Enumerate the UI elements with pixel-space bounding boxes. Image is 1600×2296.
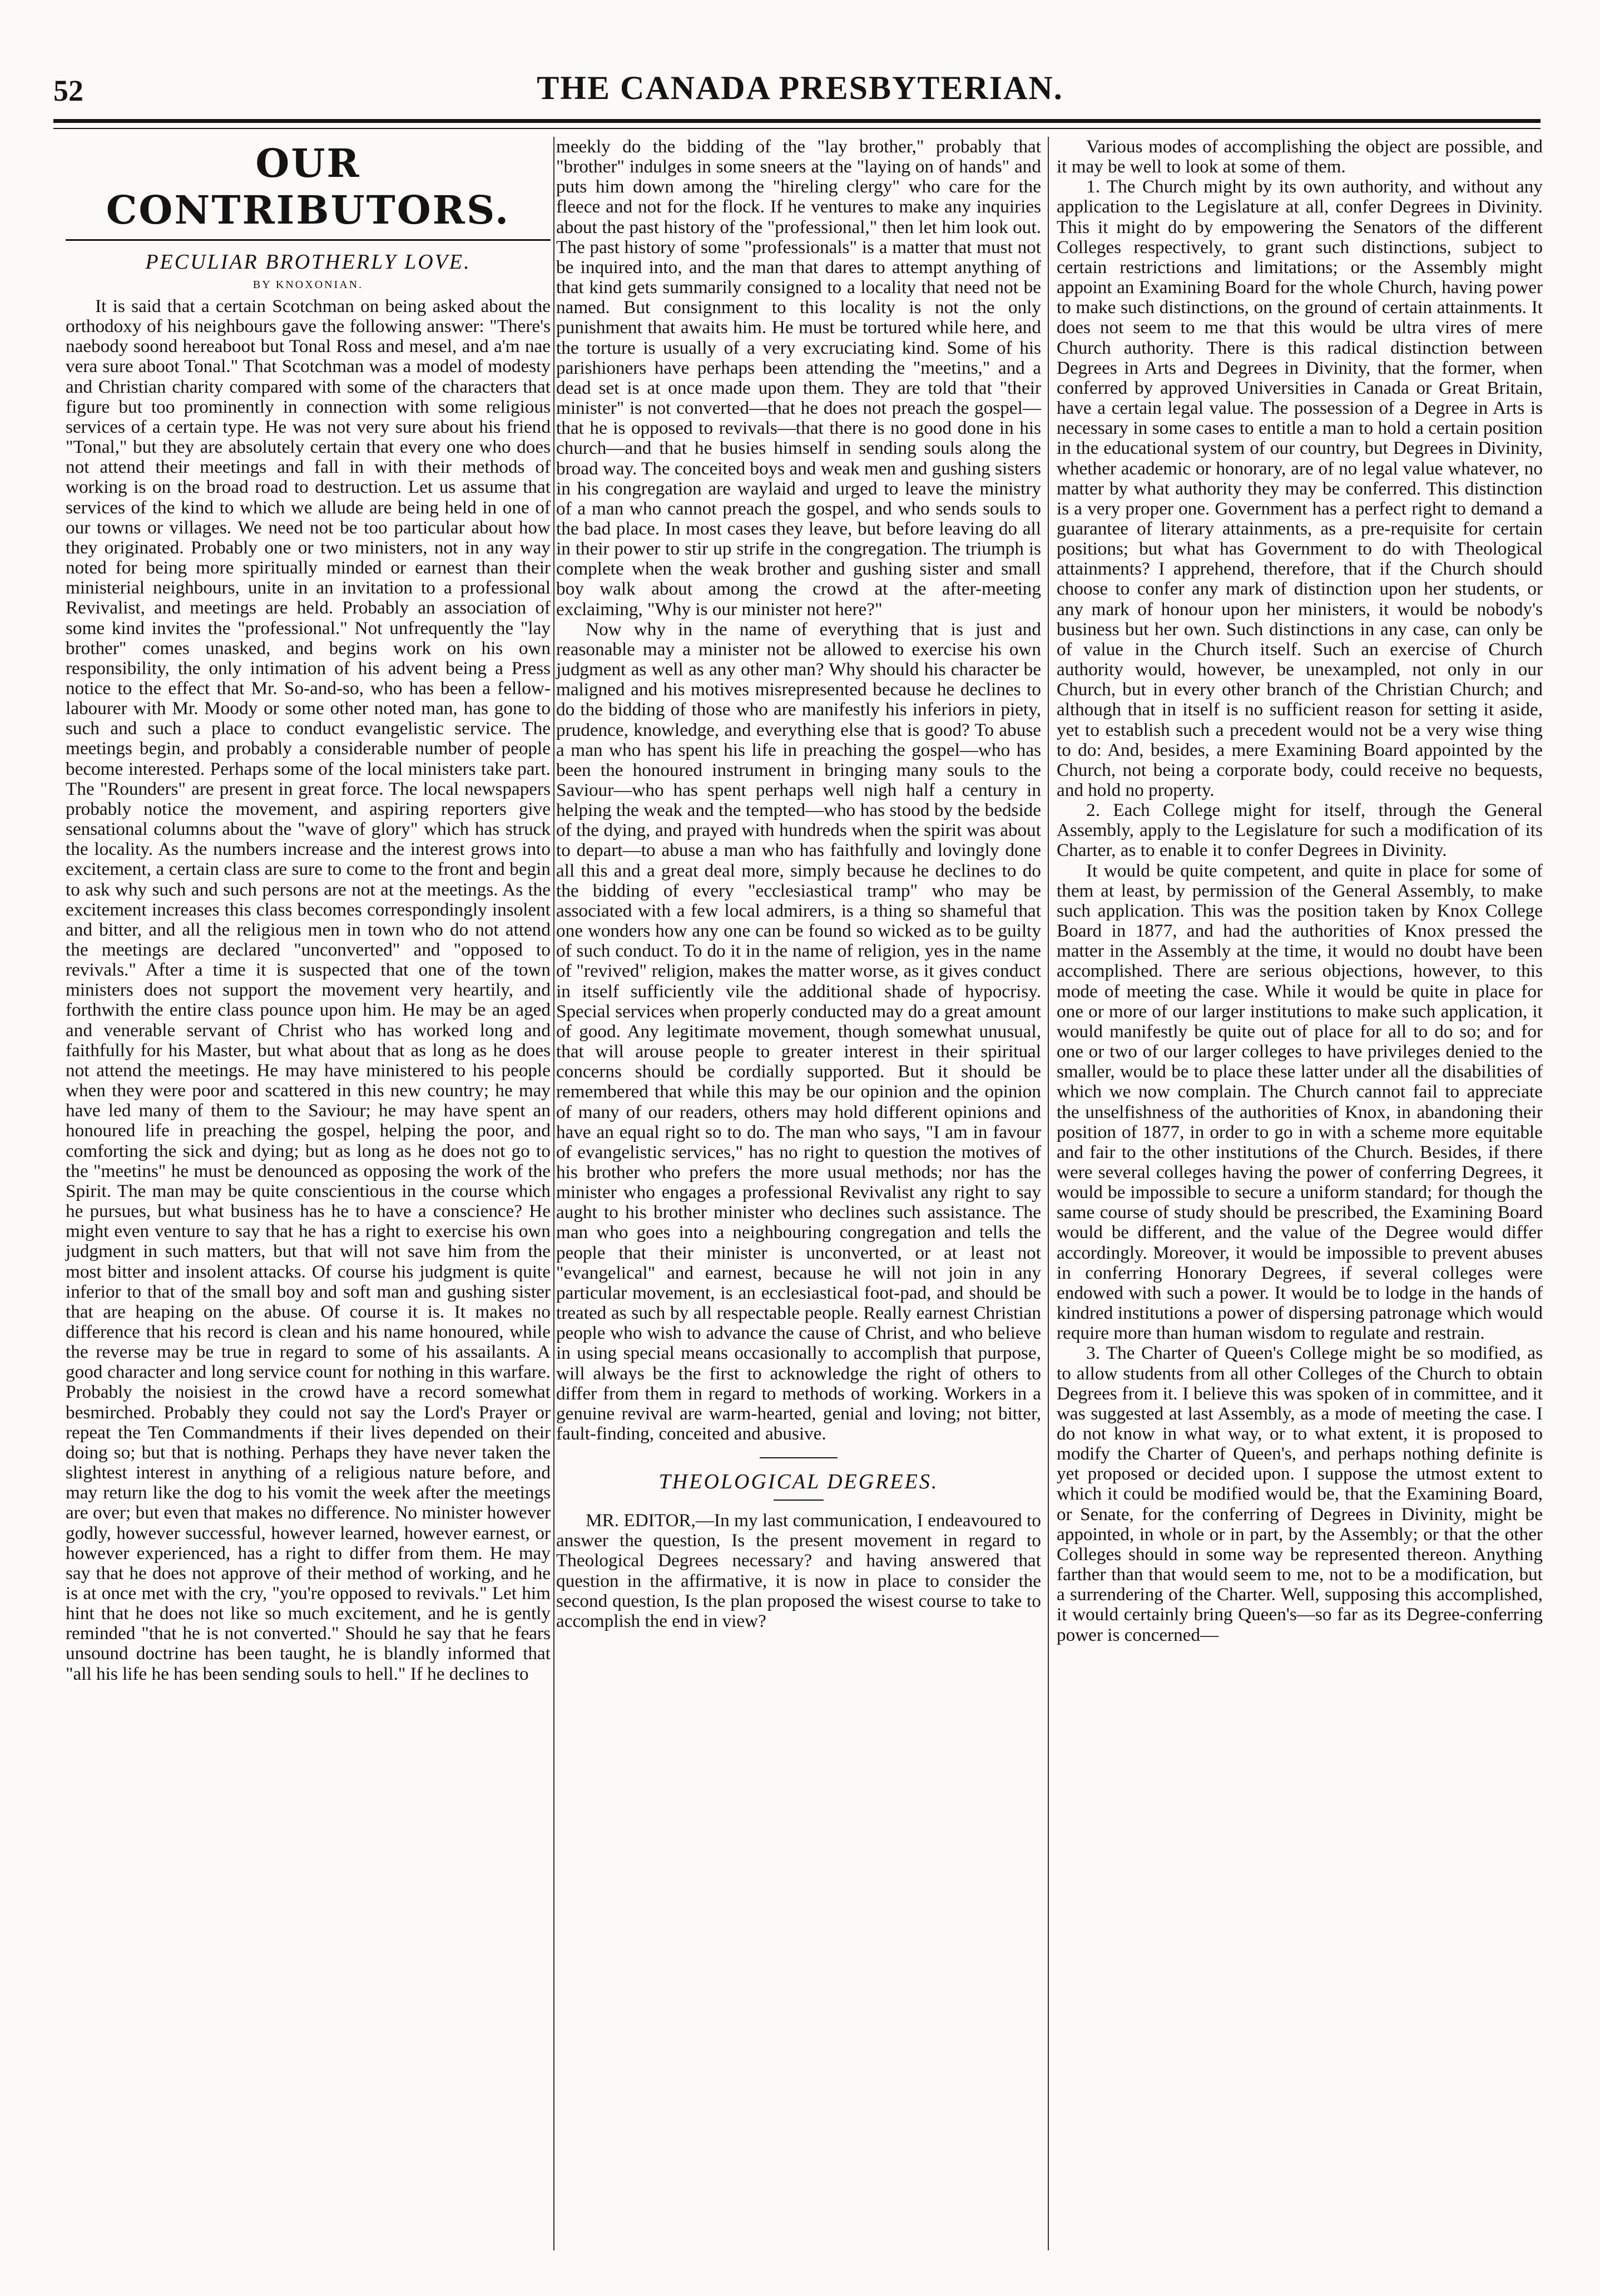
masthead: THE CANADA PRESBYTERIAN. [537,70,1063,106]
section-heading: OUR CONTRIBUTORS. [106,140,511,233]
article-paragraph: 2. Each College might for itself, through the General Assembly, apply to the Legislature for such a modification of its Charter, as to enable it to confer Degrees in Divinity. [1057,800,1543,861]
article-title: THEOLOGICAL DEGREES. [658,1470,939,1494]
masthead-rule-thick [53,119,1540,123]
article-paragraph: 3. The Charter of Queen's College might be so modified, as to allow students from all other Colleges of the Church to obtain Degrees from it. I believe this was spoken of in committee, and it was suggested at last Assembly, as a mode of meeting the case. I do not know in what way, or to what extent, it is proposed to modify the Charter of Queen's, and perhaps nothing definite is yet proposed or decided upon. I suppose the utmost extent to which it could be modified would be, that the Examining Board, or Senate, for the conferring of Degrees in Divinity, might be appointed, in whole or in part, by the Assembly; or that the other Colleges should in some way be represented thereon. Anything farther than that would seem to me, not to be a modification, but a surrendering of the Charter. Well, supposing this accomplished, it would certainly bring Queen's—so far as its Degree-conferring power is concerned— [1057,1343,1543,1645]
heading-rule [66,239,551,241]
masthead-rule-thin [53,128,1540,129]
article-paragraph: Various modes of accomplishing the object are possible, and it may be well to look at some of them. [1057,136,1543,177]
column-3 [1057,137,1543,1645]
column-2 [556,137,1041,1631]
column-divider [553,137,554,2250]
article-paragraph: It would be quite competent, and quite in place for some of them at least, by permission of the General Assembly, to make such application. This was the position taken by Knox College Board in 1877, and had the authorities of Knox pressed the matter in the Assembly at the time, it would no doubt have been accomplished. There are serious objections, however, to this mode of meeting the case. While it would be quite in place for one or more of our larger institutions to make such application, it would manifestly be quite out of place for all to do so; and for one or two of our larger colleges to have privileges denied to the smaller, would be to place these latter under all the disabilities of which we now complain. The Church cannot fail to appreciate the unselfishness of the authorities of Knox, in abandoning their position of 1877, in order to go in with a scheme more equitable and fair to the other institutions of the Church. Besides, if there were several colleges having the power of conferring Degrees, it would be impossible to secure a uniform standard; for though the same course of study should be prescribed, the Examining Board would be different, and the value of the Degree would differ accordingly. Moreover, it would be impossible to prevent abuses in conferring Honorary Degrees, if several colleges were endowed with such a power. It would be to lodge in the hands of kindred institutions a power of dispersing patronage which would require more than human wisdom to regulate and restrain. [1057,860,1543,1344]
article-paragraph: meekly do the bidding of the "lay brother," probably that "brother" indulges in some sneers at the "laying on of hands" and puts him down among the "hireling clergy" who care for the fleece and not for the flock. If he ventures to make any inquiries about the past history of the "professional," then let him look out. The past history of some "professionals" is a matter that must not be inquired into, and the man that dares to attempt anything of that kind gets summarily consigned to a locality that need not be named. But consignment to this locality is not the only punishment that awaits him. He must be tortured while here, and the torture is usually of a very excruciating kind. Some of his parishioners have perhaps been attending the "meetins," and a dead set is at once made upon them. They are told that "their minister" is not converted—that he does not preach the gospel—that he is opposed to revivals—that there is no good done in his church—and that he busies himself in sending souls along the broad way. The conceited boys and weak men and gushing sisters in his congregation are waylaid and urged to leave the ministry of a man who cannot preach the gospel, and who sends souls to the bad place. In most cases they leave, but before leaving do all in their power to stir up strife in the congregation. The triumph is complete when the weak brother and gushing sister and small boy walk about among the crowd at the after-meeting exclaiming, "Why is our minister not here?" [556,136,1041,620]
byline: BY KNOXONIAN. [252,279,364,291]
article-paragraph: It is said that a certain Scotchman on being asked about the orthodoxy of his neighbours gave the following answer: "There's naebody soond hereaboot but Tonal Ross and mesel, and a'm nae vera sure aboot Tonal." That Scotchman was a model of modesty and Christian charity compared with some of the characters that figure but too prominently in connection with some religious services of a certain type. He was not very sure about his friend "Tonal," but they are absolutely certain that every one who does not attend their meetings and fall in with their methods of working is on the broad road to destruction. Let us assume that services of the kind to which we allude are being held in one of our towns or villages. We need not be too particular about how they originated. Probably one or two ministers, not in any way noted for being more spiritually minded or earnest than their ministerial neighbours, unite in an invitation to a professional Revivalist, and meetings are held. Probably an association of some kind invites the "professional." Not unfrequently the "lay brother" comes unasked, and begins work on his own responsibility, the only intimation of his advent being a Press notice to the effect that Mr. So-and-so, who has been a fellow-labourer with Mr. Moody or some other noted man, has gone to such and such a place to conduct evangelistic service. The meetings begin, and probably a considerable number of people become interested. Perhaps some of the local ministers take part. The "Rounders" are present in great force. The local newspapers probably notice the movement, and aspiring reporters give sensational columns about the "wave of glory" which has struck the locality. As the numbers increase and the interest grows into excitement, a certain class are sure to come to the front and begin to ask why such and such persons are not at the meetings. As the excitement increases this class becomes correspondingly insolent and bitter, and all the religious men in town who do not attend the meetings are declared "unconverted" and "opposed to revivals." After a time it is suspected that one of the town ministers does not support the movement very heartily, and forthwith the entire class pounce upon him. He may be an aged and venerable servant of Christ who has worked long and faithfully for his Master, but what about that as long as he does not attend the meetings. He may have ministered to his people when they were poor and scattered in this new country; he may have led many of them to the Saviour; he may have spent an honoured life in preaching the gospel, helping the poor, and comforting the sick and dying; but as long as he does not go to the "meetins" he must be denounced as opposing the work of the Spirit. The man may be quite conscientious in the course which he pursues, but what business has he to have a conscience? He might even venture to say that he has a right to exercise his own judgment in such matters, but that will not save him from the most bitter and insolent attacks. Of course his judgment is quite inferior to that of the small boy and soft man and gushing sister that are heaping on the abuse. Of course it is. It makes no difference that his record is clean and his name honoured, while the reverse may be true in regard to some of his assailants. A good character and long service count for nothing in this warfare. Probably the noisiest in the crowd have a record somewhat besmirched. Probably they could not say the Lord's Prayer or repeat the Ten Commandments if their lives depended on their doing so; but that is nothing. Perhaps they have never taken the slightest interest in anything of a religious nature before, and may return like the dog to his vomit the week after the meetings are over; but even that makes no difference. No minister however godly, however successful, however learned, however earnest, or however experienced, has a right to differ from them. He may say that he does not approve of their method of working, and he is at once met with the cry, "you're opposed to revivals." Let him hint that he does not like so much excitement, and he is gently reminded "that he is not converted." Should he say that he fears unsound doctrine has been taught, he is blandly informed that "all his life he has been sending souls to hell." If he declines to [66,296,551,1684]
page-number: 52 [53,74,83,107]
column-divider [1048,137,1049,2250]
article-paragraph: Now why in the name of everything that is just and reasonable may a minister not be allowed to exercise his own judgment as well as any other man? Why should his character be maligned and his motives misrepresented because he declines to do the bidding of those who are manifestly his inferiors in piety, prudence, knowledge, and everything else that is good? To abuse a man who has spent his life in preaching the gospel—who has been the honoured instrument in bringing many souls to the Saviour—who has spent perhaps well nigh half a century in helping the weak and the tempted—who has stood by the bedside of the dying, and prayed with hundreds when the spirit was about to depart—to abuse a man who has faithfully and lovingly done all this and a great deal more, simply because he declines to do the bidding of every "ecclesiastical tramp" who may be associated with a few local admirers, is a thing so shameful that one wonders how any one can be found so wicked as to be guilty of such conduct. To do it in the name of religion, yes in the name of "revived" religion, makes the matter worse, as it gives conduct in itself sufficiently vile the additional shade of hypocrisy. Special services when properly conducted may do a great amount of good. Any legitimate movement, though somewhat unusual, that will arouse people to greater interest in their spiritual concerns should be cordially supported. But it should be remembered that while this may be our opinion and the opinion of many of our readers, others may hold different opinions and have an equal right so to do. The man who says, "I am in favour of evangelistic services," has no right to question the motives of his brother who prefers the more usual methods; nor has the minister who engages a professional Revivalist any right to say aught to his brother minister who declines such assistance. The man who goes into a neighbouring congregation and tells the people that their minister is unconverted, or at least not "evangelical" and earnest, because he will not join in any particular movement, is an ecclesiastical foot-pad, and should be treated as such by all respectable people. Really earnest Christian people who wish to advance the cause of Christ, and who believe in using special means occasionally to accomplish that purpose, will always be the first to acknowledge the right of others to differ from them in regard to methods of working. Workers in a genuine revival are warm-hearted, genial and loving; not bitter, fault-finding, conceited and abusive. [556,618,1041,1444]
article-title: PECULIAR BROTHERLY LOVE. [145,250,471,274]
title-underline [774,1500,824,1501]
article-paragraph: 1. The Church might by its own authority, and without any application to the Legislature at all, confer Degrees in Divinity. This it might do by empowering the Senators of the different Colleges respectively, to grant such distinctions, subject to certain restrictions and limitations; or the Assembly might appoint an Examining Board for the whole Church, having power to make such distinctions, on the ground of certain attainments. It does not seem to me that this would be ultra vires of mere Church authority. There is this radical distinction between Degrees in Arts and Degrees in Divinity, that the former, when conferred by approved Universities in Canada or Great Britain, have a certain legal value. The possession of a Degree in Arts is necessary in some cases to entitle a man to hold a certain position in the educational system of our country, but Degrees in Divinity, whether academic or honorary, are of no legal value whatever, no matter by what authority they may be conferred. This distinction is a very proper one. Government has a perfect right to demand a guarantee of literary attainments, as a pre-requisite for certain positions; but what has Government to do with Theological attainments? I apprehend, therefore, that if the Church should choose to confer any mark of distinction upon her students, or any mark of honour upon her ministers, it would be nobody's business but her own. Such distinctions in any case, can only be of value in the Church itself. Such an exercise of Church authority would, however, be unexampled, not only in our Church, but in every other branch of the Christian Church; and although that in itself is no sufficient reason for setting it aside, yet to establish such a precedent would not be a very wise thing to do: And, besides, a mere Examining Board appointed by the Church, not being a corporate body, could receive no bequests, and hold no property. [1057,176,1543,800]
column-1 [66,137,551,1684]
article-divider [760,1457,838,1458]
article-paragraph: MR. EDITOR,—In my last communication, I endeavoured to answer the question, Is the present movement in regard to Theological Degrees necessary? and having answered that question in the affirmative, it is now in place to consider the second question, Is the plan proposed the wisest course to take to accomplish the end in view? [556,1510,1041,1631]
